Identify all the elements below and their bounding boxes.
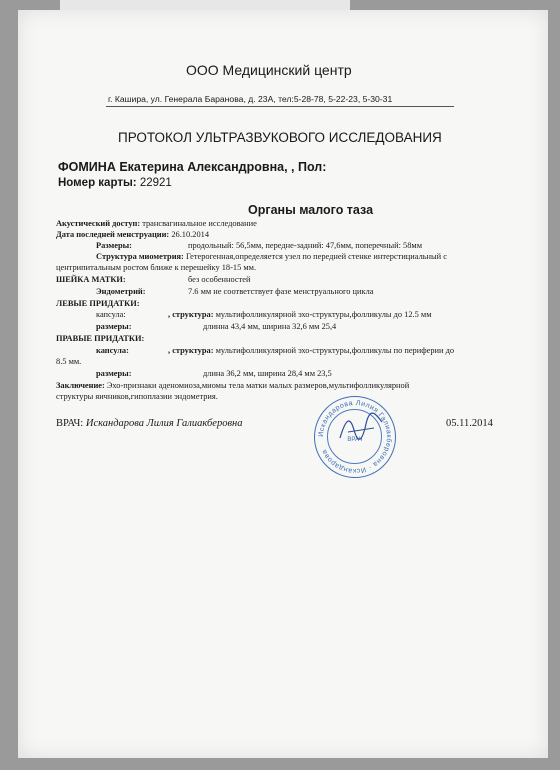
cervix-label: ШЕЙКА МАТКИ:	[56, 275, 126, 284]
access-label: Акустический доступ:	[56, 219, 141, 228]
right-adnexa-title: ПРАВЫЕ ПРИДАТКИ:	[56, 334, 145, 343]
right-structure-label: , структура:	[168, 346, 214, 355]
right-sizes-label: размеры:	[96, 369, 132, 378]
left-structure-line	[168, 309, 432, 320]
card-number: 22921	[139, 177, 172, 189]
svg-text:Искандарова Лилия Галиакберовн: Искандарова Лилия Галиакберовна · Искандарова	[317, 399, 393, 475]
right-sizes-value: длина 36,2 мм, ширина 28,4 мм 23,5	[203, 369, 332, 378]
card-number-line	[58, 177, 172, 189]
section-title: Органы малого таза	[248, 203, 374, 217]
report-date: 05.11.2014	[446, 418, 493, 429]
patient-name: ФОМИНА Екатерина Александровна, , Пол:	[58, 160, 327, 174]
conclusion-value-2: структуры яичников,гипоплазии эндометрия.	[56, 392, 218, 401]
doctor-line	[56, 418, 242, 429]
left-sizes-value: длинна 43,4 мм, ширина 32,6 мм 25,4	[203, 322, 337, 331]
right-structure-value-1: мультифолликулярной эхо-структуры,фолликулы по периферии до	[215, 346, 455, 355]
protocol-title: ПРОТОКОЛ УЛЬТРАЗВУКОВОГО ИССЛЕДОВАНИЯ	[118, 130, 442, 145]
last-period-line	[56, 229, 209, 240]
last-period-value: 26.10.2014	[171, 230, 210, 239]
uterus-size-value: продольный: 56,5мм, передне-задний: 47,6мм, поперечный: 58мм	[188, 241, 423, 250]
conclusion-value-1: Эхо-признаки аденомиоза,миомы тела матки малых размеров,мультифолликулярной	[106, 381, 410, 390]
document-page	[18, 10, 548, 758]
last-period-label: Дата последней менструации:	[56, 230, 170, 239]
myometrium-value-1: Гетерогенная,определяется узел по передней стенке интерстициальный с	[185, 252, 447, 261]
card-label: Номер карты:	[58, 177, 137, 189]
left-structure-label: , структура:	[168, 310, 214, 319]
cervix-value: без особенностей	[188, 275, 251, 284]
svg-text:ВРАЧ: ВРАЧ	[347, 437, 363, 443]
left-capsule-label: капсула:	[96, 310, 126, 319]
uterus-size-label: Размеры:	[96, 241, 132, 250]
clinic-name: ООО Медицинский центр	[186, 62, 352, 78]
doctor-name: Искандарова Лилия Галиакберовна	[85, 418, 243, 429]
myometrium-line	[96, 251, 447, 262]
myometrium-label: Структура миометрия:	[96, 252, 184, 261]
myometrium-value-2: центрипитальным ростом ближе к перешейку 18-15 мм.	[56, 263, 257, 272]
left-structure-value: мультифолликулярной эхо-структуры,фолликулы до 12.5 мм	[215, 310, 432, 319]
right-structure-value-2: 8.5 мм.	[56, 357, 82, 366]
doctor-signature	[336, 408, 386, 448]
right-capsule-label: капсула:	[96, 346, 129, 355]
endometrium-label: Эндометрий:	[96, 287, 146, 296]
clinic-address: г. Кашира, ул. Генерала Баранова, д. 23А, тел:5-28-78, 5-22-23, 5-30-31	[108, 94, 393, 104]
conclusion-label: Заключение:	[56, 381, 105, 390]
left-adnexa-title: ЛЕВЫЕ ПРИДАТКИ:	[56, 299, 140, 308]
access-value: трансвагинальное исследование	[142, 219, 257, 228]
conclusion-line-1	[56, 380, 409, 391]
doctor-label: ВРАЧ:	[56, 418, 84, 429]
endometrium-value: 7.6 мм не соответствует фазе менструального цикла	[188, 287, 374, 296]
left-sizes-label: размеры:	[96, 322, 132, 331]
header-rule	[106, 106, 454, 107]
right-structure-line	[168, 345, 454, 356]
access-line	[56, 218, 257, 229]
